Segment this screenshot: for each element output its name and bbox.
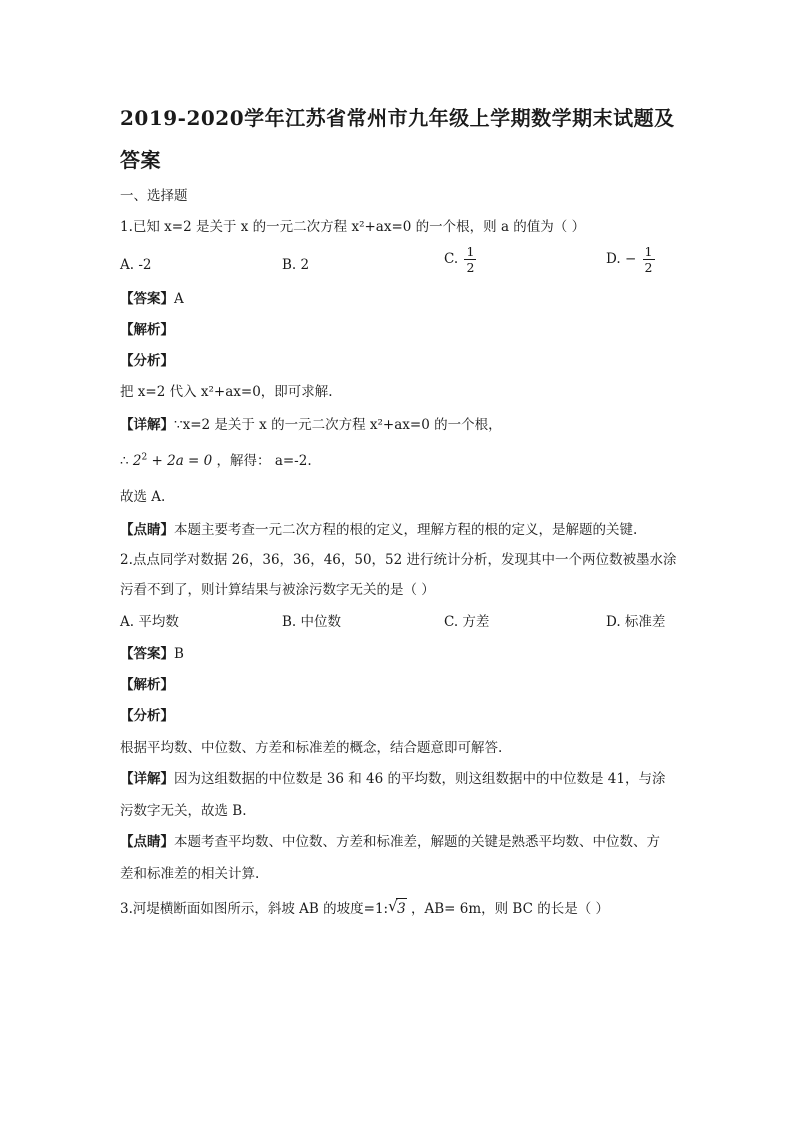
q1-option-d-label: D. xyxy=(606,251,621,267)
q1-option-a: A. -2 xyxy=(120,257,152,273)
therefore-symbol: ∴ xyxy=(120,453,129,469)
answer-tag: 【答案】 xyxy=(120,646,174,662)
q2-option-b: B. 中位数 xyxy=(282,614,342,630)
dianjing-text: 本题考查平均数、中位数、方差和标准差，解题的关键是熟悉平均数、中位数、方 xyxy=(174,834,660,850)
doc-title-line-2: 答案 xyxy=(120,148,161,172)
q1-option-c-fraction xyxy=(464,244,476,275)
radicand: 3 xyxy=(396,898,407,919)
q1-option-d-fraction xyxy=(643,244,655,275)
q2-option-c: C. 方差 xyxy=(444,614,490,630)
dianjing-tag: 【点睛】 xyxy=(120,834,174,850)
q2-answer xyxy=(120,644,184,664)
fraction-denominator: 2 xyxy=(644,260,653,275)
xiangjie-text: ∵x=2 是关于 x 的一元二次方程 x²+ax=0 的一个根， xyxy=(174,417,502,433)
section-heading: 一、选择题 xyxy=(120,188,188,204)
answer-tag: 【答案】 xyxy=(120,291,174,307)
q2-stem-line-2: 污看不到了，则计算结果与被涂污数字无关的是（ ） xyxy=(120,582,435,598)
q1-answer xyxy=(120,289,184,309)
q1-fenxi-text: 把 x=2 代入 x²+ax=0，即可求解. xyxy=(120,384,333,400)
q1-calculation xyxy=(120,451,312,471)
q2-jiexi-tag: 【解析】 xyxy=(120,677,174,693)
radical-sign-icon: √ xyxy=(388,897,398,915)
q1-option-b: B. 2 xyxy=(282,257,310,273)
q1-xiangjie xyxy=(120,415,502,435)
sqrt-expression xyxy=(388,898,407,919)
calc-base: 2 xyxy=(132,453,142,469)
q1-fenxi-tag: 【分析】 xyxy=(120,353,174,369)
fraction-denominator: 2 xyxy=(466,260,475,275)
q3-stem-suffix: ，AB= 6m，则 BC 的长是（ ） xyxy=(406,901,610,917)
xiangjie-text: 因为这组数据的中位数是 36 和 46 的平均数，则这组数据中的中位数是 41，与涂 xyxy=(174,771,666,787)
xiangjie-tag: 【详解】 xyxy=(120,771,174,787)
q2-dianjing-line-1 xyxy=(120,832,660,852)
dianjing-text: 本题主要考查一元二次方程的根的定义，理解方程的根的定义，是解题的关键. xyxy=(174,522,638,538)
q2-fenxi-tag: 【分析】 xyxy=(120,708,174,724)
answer-value: A xyxy=(174,291,184,307)
calc-exponent: 2 xyxy=(141,452,148,463)
q2-xiangjie-line-2: 污数字无关，故选 B. xyxy=(120,803,247,819)
q1-conclusion: 故选 A. xyxy=(120,489,166,505)
q1-option-c-label: C. xyxy=(444,251,459,267)
q3-stem-prefix: 3.河堤横断面如图所示，斜坡 AB 的坡度=1: xyxy=(120,901,389,917)
q2-stem-line-1: 2.点点同学对数据 26，36，36，46，50，52 进行统计分析，发现其中一个两位数被墨水涂 xyxy=(120,552,677,568)
q2-fenxi-text: 根据平均数、中位数、方差和标准差的概念，结合题意即可解答. xyxy=(120,740,503,756)
q1-stem: 1.已知 x=2 是关于 x 的一元二次方程 x²+ax=0 的一个根，则 a 的值为（ ） xyxy=(120,219,586,235)
q2-option-d: D. 标准差 xyxy=(606,614,666,630)
fraction-numerator: 1 xyxy=(466,244,475,259)
q1-option-c xyxy=(444,244,478,275)
answer-value: B xyxy=(174,646,184,662)
minus-sign: − xyxy=(624,251,637,267)
q3-stem xyxy=(120,898,609,919)
q1-jiexi-tag: 【解析】 xyxy=(120,322,174,338)
xiangjie-tag: 【详解】 xyxy=(120,417,174,433)
q2-dianjing-line-2: 差和标准差的相关计算. xyxy=(120,866,260,882)
doc-title-line-1: 2019-2020学年江苏省常州市九年级上学期数学期末试题及 xyxy=(120,106,675,130)
calc-suffix: ，解得： a=-2. xyxy=(216,453,312,469)
q1-dianjing xyxy=(120,520,637,540)
q2-option-a: A. 平均数 xyxy=(120,614,179,630)
fraction-numerator: 1 xyxy=(644,244,653,259)
calc-rest: + 2a = 0 xyxy=(147,453,213,469)
q1-option-d xyxy=(606,244,657,275)
dianjing-tag: 【点睛】 xyxy=(120,522,174,538)
q2-xiangjie-line-1 xyxy=(120,769,666,789)
